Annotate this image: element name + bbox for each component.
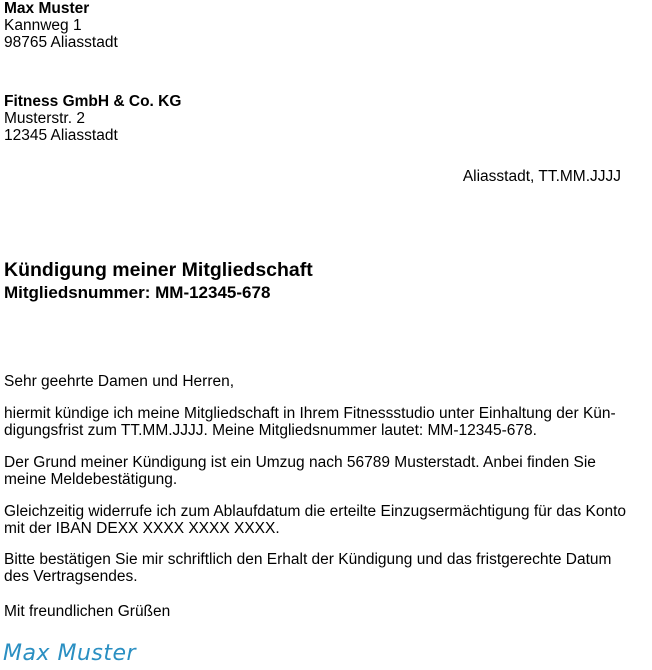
paragraph-line: des Vertragsendes. [4, 568, 138, 585]
paragraph-confirmation [4, 551, 646, 585]
paragraph-cancellation [4, 405, 646, 439]
paragraph-line: meine Meldebestätigung. [4, 471, 178, 488]
paragraph-line: Bitte bestätigen Sie mir schriftlich den Erhalt der Kündigung und das fristgerechte Datum [4, 551, 612, 568]
recipient-street: Musterstr. 2 [4, 110, 85, 127]
paragraph-line: Gleichzeitig widerrufe ich zum Ablaufdatum die erteilte Einzugsermächtigung für das Konto [4, 503, 627, 520]
recipient-company: Fitness GmbH & Co. KG [4, 93, 182, 110]
sender-city: 98765 Aliasstadt [4, 34, 118, 51]
paragraph-line: Der Grund meiner Kündigung ist ein Umzug nach 56789 Musterstadt. Anbei finden Sie [4, 454, 596, 471]
subject-title: Kündigung meiner Mitgliedschaft [4, 259, 313, 281]
paragraph-direct-debit [4, 503, 646, 537]
salutation: Sehr geehrte Damen und Herren, [4, 373, 235, 390]
signature: Max Muster [3, 641, 137, 666]
paragraph-reason [4, 454, 646, 488]
paragraph-line: mit der IBAN DEXX XXXX XXXX XXXX. [4, 520, 280, 537]
letter-date: Aliasstadt, TT.MM.JJJJ [462, 168, 621, 185]
sender-street: Kannweg 1 [4, 17, 82, 34]
subject-member-number: Mitgliedsnummer: MM-12345-678 [4, 283, 271, 302]
sender-address [4, 0, 118, 51]
closing: Mit freundlichen Grüßen [4, 603, 171, 620]
paragraph-line: hiermit kündige ich meine Mitgliedschaft in Ihrem Fitnessstudio unter Einhaltung der Kün- [4, 405, 616, 422]
paragraph-line: digungsfrist zum TT.MM.JJJJ. Meine Mitgliedsnummer lautet: MM-12345-678. [4, 422, 537, 439]
recipient-address [4, 93, 181, 144]
recipient-city: 12345 Aliasstadt [4, 127, 118, 144]
subject-block [4, 258, 313, 304]
sender-name: Max Muster [4, 0, 90, 17]
